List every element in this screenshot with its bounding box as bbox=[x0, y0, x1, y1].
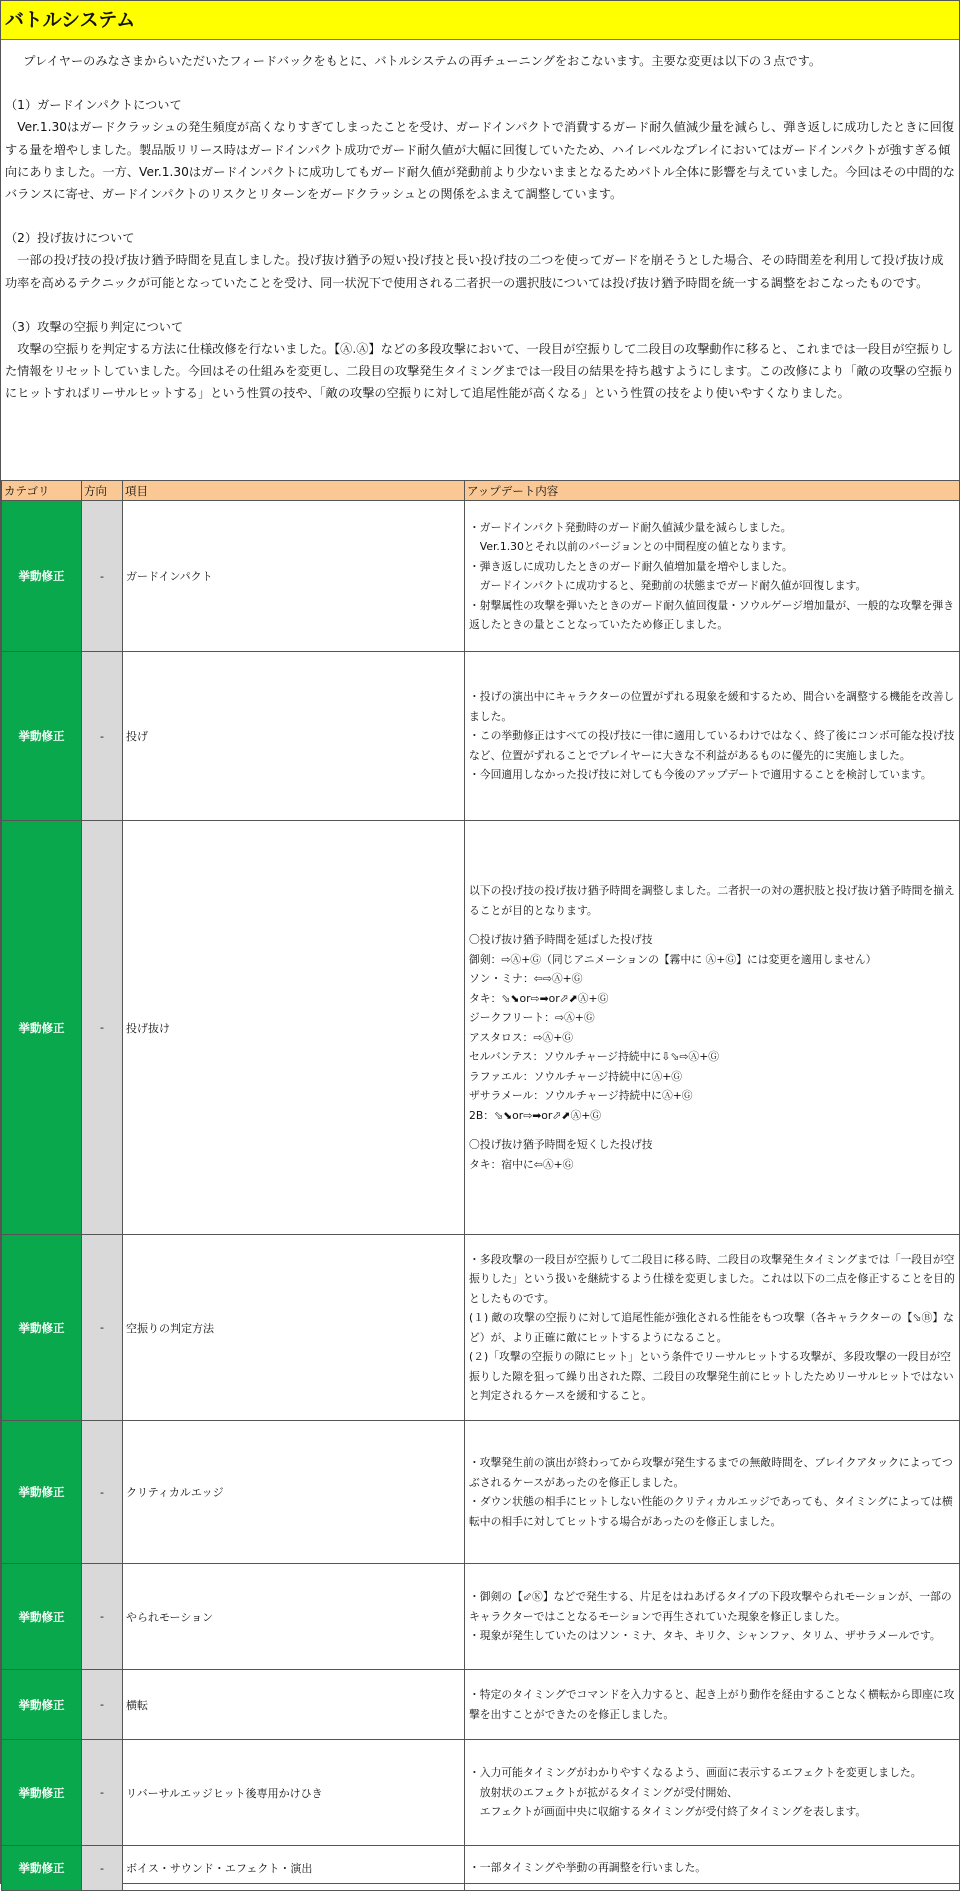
item-cell: リバーサルエッジヒット後専用かけひき bbox=[123, 1740, 465, 1846]
item-cell: 横転 bbox=[123, 1670, 465, 1740]
update-line: ソン・ミナ：⇦⇨Ⓐ+Ⓖ bbox=[469, 972, 583, 985]
header-category: カテゴリ bbox=[2, 481, 82, 501]
table-row bbox=[2, 821, 960, 1235]
update-line: 〇投げ抜け猶予時間を延ばした投げ技 bbox=[469, 933, 653, 946]
direction-cell: - bbox=[82, 1421, 123, 1564]
update-line: ・特定のタイミングでコマンドを入力すると、起き上がり動作を経由することなく横転から即座に攻撃を出すことができたのを修正しました。 bbox=[469, 1688, 955, 1721]
category-cell: 挙動修正 bbox=[2, 1670, 82, 1740]
header-item: 項目 bbox=[123, 481, 465, 501]
update-cell bbox=[465, 1421, 960, 1564]
update-line: 御剣：⇨Ⓐ+Ⓖ（同じアニメーションの【霧中に Ⓐ+Ⓖ】には変更を適用しません） bbox=[469, 952, 877, 966]
update-line: Ver.1.30とそれ以前のバージョンとの中間程度の値となります。 bbox=[479, 540, 793, 553]
table-row bbox=[2, 501, 960, 652]
item-cell: 空振りの判定方法 bbox=[123, 1235, 465, 1421]
update-line: ・入力可能タイミングがわかりやすくなるよう、画面に表示するエフェクトを変更しました。 bbox=[469, 1766, 922, 1780]
category-cell: 挙動修正 bbox=[2, 821, 82, 1235]
table-row bbox=[2, 652, 960, 821]
update-line: ザサラメール：ソウルチャージ持続中にⒶ+Ⓖ bbox=[469, 1089, 693, 1102]
item-cell: ガードインパクト bbox=[123, 501, 465, 652]
update-line: ・弾き返しに成功したときのガード耐久値増加量を増やしました。 bbox=[469, 559, 793, 573]
section-body-whiff-judgement: 攻撃の空振りを判定する方法に仕様改修を行ないました。【Ⓐ.Ⓐ】などの多段攻撃において、一段目が空振りして二段目の攻撃動作に移ると、これまでは一段目が空振りした情報をリセットしていました。今回はその仕組みを変更し、二段目の攻撃発生タイミングまでは一段目の結果を持ち越すようにします。この改修により「敵の攻撃の空振りにヒットすればリーサルヒットする」という性質の技や、「敵の攻撃の空振りに対して追尾性能が高くなる」という性質の技をより使いやすくなりました。 bbox=[5, 342, 955, 401]
direction-cell: - bbox=[82, 1846, 123, 1891]
category-cell: 挙動修正 bbox=[2, 1235, 82, 1421]
table-row bbox=[2, 1235, 960, 1421]
category-cell: 挙動修正 bbox=[2, 501, 82, 652]
update-line: 2B：⬂⬊or⇨➡or⬀⬈Ⓐ+Ⓖ bbox=[469, 1108, 602, 1122]
item-cell: クリティカルエッジ bbox=[123, 1421, 465, 1564]
page-title: バトルシステム bbox=[1, 1, 959, 40]
update-cell bbox=[465, 1235, 960, 1421]
header-update: アップデート内容 bbox=[465, 481, 960, 501]
item-cell: 投げ抜け bbox=[123, 821, 465, 1235]
update-line: 〇投げ抜け猶予時間を短くした投げ技 bbox=[469, 1138, 653, 1151]
update-line: ・攻撃発生前の演出が終わってから攻撃が発生するまでの無敵時間を、ブレイクアタックによってつぶされるケースがあったのを修正しました。 bbox=[469, 1456, 953, 1489]
category-cell: 挙動修正 bbox=[2, 652, 82, 821]
update-line: (２)「攻撃の空振りの隙にヒット」という条件でリーサルヒットする攻撃が、多段攻撃の一段目が空振りした隙を狙って繰り出された際、二段目の攻撃発生前にヒットしたためリーサルヒットではないと判定されるケースを緩和すること。 bbox=[469, 1350, 954, 1402]
update-table bbox=[1, 480, 960, 1891]
item-cell: やられモーション bbox=[123, 1564, 465, 1670]
table-row bbox=[2, 1670, 960, 1740]
spacer bbox=[469, 920, 956, 930]
intro-section bbox=[1, 40, 959, 405]
update-line: ・一部タイミングや挙動の再調整を行いました。 bbox=[469, 1861, 707, 1875]
update-line: ラファエル：ソウルチャージ持続中にⒶ+Ⓖ bbox=[469, 1069, 683, 1083]
update-line: 放射状のエフェクトが拡がるタイミングが受付開始、 bbox=[479, 1785, 738, 1799]
table-row bbox=[2, 1421, 960, 1564]
direction-cell: - bbox=[82, 1564, 123, 1670]
update-line: ガードインパクトに成功すると、発動前の状態までガード耐久値が回復します。 bbox=[479, 579, 867, 592]
section-heading-whiff-judgement: （3）攻撃の空振り判定について bbox=[5, 319, 184, 334]
update-line: (１) 敵の攻撃の空振りに対して追尾性能が強化される性能をもつ攻撃（各キャラクターの【⬂Ⓑ】など）が、より正確に敵にヒットするようになること。 bbox=[469, 1311, 954, 1344]
update-line: ジークフリート：⇨Ⓐ+Ⓖ bbox=[469, 1011, 595, 1024]
update-line: ・この挙動修正はすべての投げ技に一律に適用しているわけではなく、終了後にコンボ可能な投げ技など、位置がずれることでプレイヤーに大きな不利益があるものに優先的に実施しました。 bbox=[469, 729, 955, 762]
update-cell bbox=[465, 501, 960, 652]
direction-cell: - bbox=[82, 1235, 123, 1421]
update-line: タキ：⬂⬊or⇨➡or⬀⬈Ⓐ+Ⓖ bbox=[469, 991, 609, 1005]
update-line: ・今回適用しなかった投げ技に対しても今後のアップデートで適用することを検討しています。 bbox=[469, 768, 932, 782]
update-line: ・投げの演出中にキャラクターの位置がずれる現象を緩和するため、間合いを調整する機能を改善しました。 bbox=[469, 690, 955, 723]
update-line: ・現象が発生していたのはソン・ミナ、タキ、キリク、シャンファ、タリム、ザサラメールです。 bbox=[469, 1629, 941, 1643]
update-line: ・御剣の【⬃Ⓚ】などで発生する、片足をはねあげるタイプの下段攻撃やられモーションが、一部のキャラクターではことなるモーションで再生されていた現象を修正しました。 bbox=[469, 1590, 952, 1623]
update-line: 以下の投げ技の投げ抜け猶予時間を調整しました。二者択一の対の選択肢と投げ抜け猶予時間を揃えることが目的となります。 bbox=[469, 884, 955, 917]
category-cell: 挙動修正 bbox=[2, 1846, 82, 1891]
intro-lead: プレイヤーのみなさまからいただいたフィードバックをもとに、バトルシステムの再チューニングをおこないます。主要な変更は以下の３点です。 bbox=[23, 54, 822, 68]
section-body-guard-impact: Ver.1.30はガードクラッシュの発生頻度が高くなりすぎてしまったことを受け、ガードインパクトで消費するガード耐久値減少量を減らし、弾き返しに成功したときに回復する量を増やしました。製品版リリース時はガードインパクト成功でガード耐久値が大幅に回復していたため、ハイレベルなプレイにおいてはガードインパクトが強すぎる傾向にありました。一方、Ver.1.30はガードインパクトに成功してもガード耐久値が発動前より少ないままとなるためバトル全体に影響を与えていました。今回はその中間的なバランスに寄せ、ガードインパクトのリスクとリターンをガードクラッシュとの関係をふまえて調整しています。 bbox=[5, 120, 955, 202]
table-row bbox=[2, 1740, 960, 1846]
section-body-throw-break: 一部の投げ技の投げ抜け猶予時間を見直しました。投げ抜け猶予の短い投げ技と長い投げ技の二つを使ってガードを崩そうとした場合、その時間差を利用して投げ抜け成功率を高めるテクニックが可能となっていたことを受け、同一状況下で使用される二者択一の選択肢については投げ抜け猶予時間を統一する調整をおこなったものです。 bbox=[5, 253, 944, 290]
update-cell bbox=[465, 821, 960, 1235]
update-cell bbox=[465, 1740, 960, 1846]
update-line: タキ：宿中に⇦Ⓐ+Ⓖ bbox=[469, 1157, 574, 1171]
direction-cell: - bbox=[82, 1670, 123, 1740]
update-line: ・ガードインパクト発動時のガード耐久値減少量を減らしました。 bbox=[469, 520, 792, 534]
update-line: アスタロス：⇨Ⓐ+Ⓖ bbox=[469, 1030, 574, 1044]
update-line: エフェクトが画面中央に収縮するタイミングが受付終了タイミングを表します。 bbox=[479, 1805, 867, 1819]
update-line: ・ダウン状態の相手にヒットしない性能のクリティカルエッジであっても、タイミングによっては横転中の相手に対してヒットする場合があったのを修正しました。 bbox=[469, 1495, 953, 1528]
item-cell: 投げ bbox=[123, 652, 465, 821]
category-cell: 挙動修正 bbox=[2, 1740, 82, 1846]
category-cell: 挙動修正 bbox=[2, 1564, 82, 1670]
section-heading-guard-impact: （1）ガードインパクトについて bbox=[5, 98, 182, 113]
update-cell bbox=[465, 1670, 960, 1740]
category-cell: 挙動修正 bbox=[2, 1421, 82, 1564]
direction-cell: - bbox=[82, 821, 123, 1235]
table-header-row bbox=[2, 481, 960, 501]
update-line: ・射撃属性の攻撃を弾いたときのガード耐久値回復量・ソウルゲージ増加量が、一般的な攻撃を弾き返したときの量とことなっていたため修正しました。 bbox=[469, 598, 955, 631]
update-line: ・多段攻撃の一段目が空振りして二段目に移る時、二段目の攻撃発生タイミングまでは「一段目が空振りした」という扱いを継続するよう仕様を変更しました。これは以下の二点を修正することを目的としたものです。 bbox=[469, 1252, 955, 1305]
direction-cell: - bbox=[82, 501, 123, 652]
update-line: セルバンテス：ソウルチャージ持続中に⇩⬂⇨Ⓐ+Ⓖ bbox=[469, 1050, 720, 1063]
direction-cell: - bbox=[82, 652, 123, 821]
spacer bbox=[469, 1125, 956, 1135]
table-row bbox=[2, 1564, 960, 1670]
update-cell bbox=[465, 1564, 960, 1670]
direction-cell: - bbox=[82, 1740, 123, 1846]
section-heading-throw-break: （2）投げ抜けについて bbox=[5, 231, 135, 246]
header-direction: 方向 bbox=[82, 481, 123, 501]
update-cell bbox=[465, 652, 960, 821]
item-cell: ボイス・サウンド・エフェクト・演出 bbox=[123, 1846, 465, 1891]
